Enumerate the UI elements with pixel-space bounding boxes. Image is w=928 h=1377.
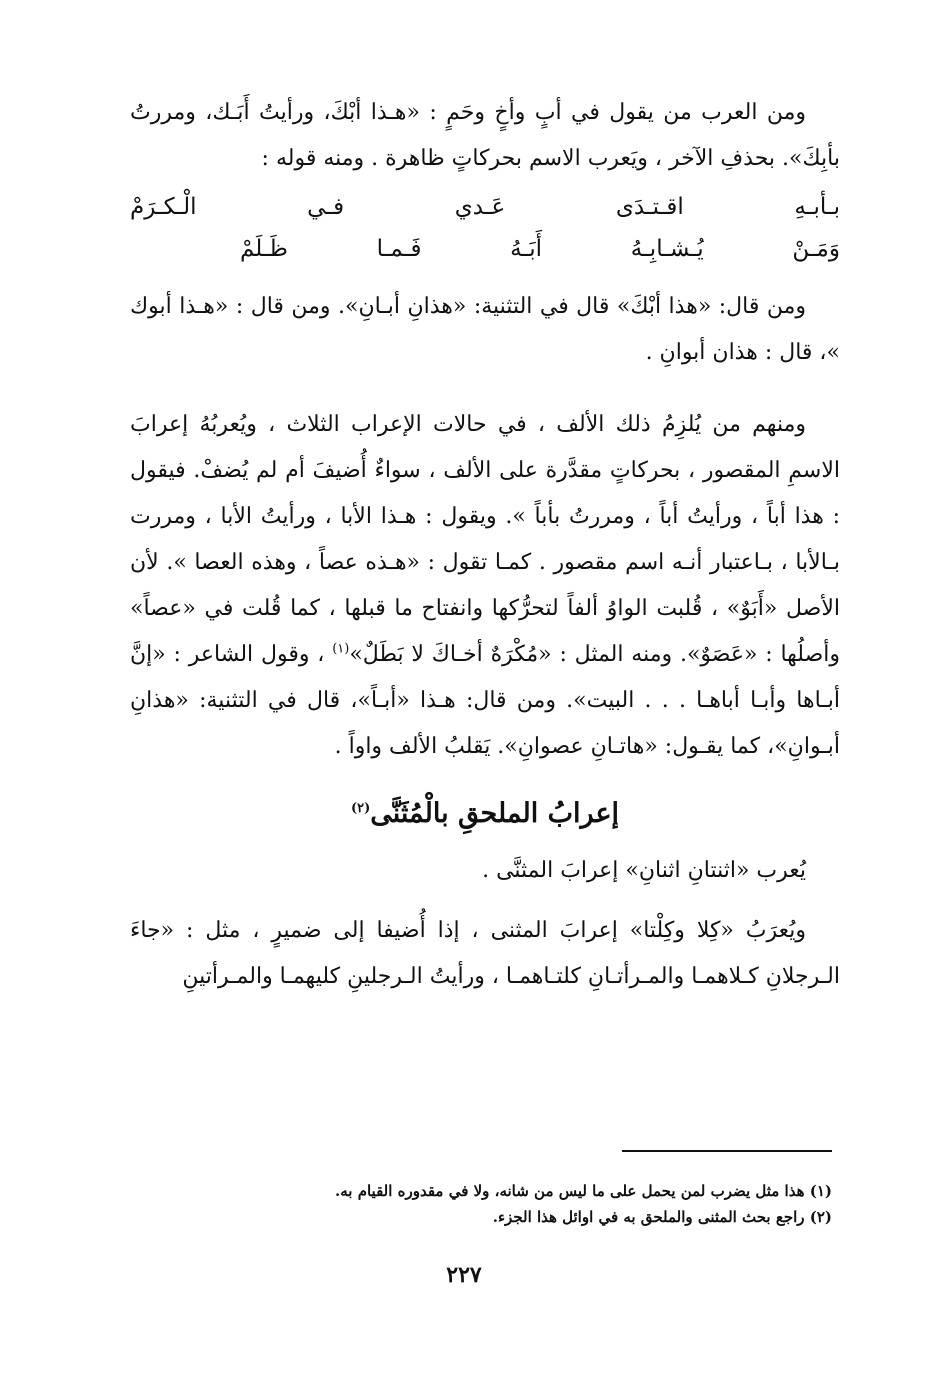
footnote-ref-1: (١) [332, 641, 350, 657]
paragraph-alif-end: ، وقول الشاعر : «إنَّ أبـاها وأبـا أباهـا . . . البيت». ومن قال: هـذا «أبـاً»، قال في التثنية: «هذانِ أبـوانِ»، كما يقـول: «هاتـانِ عصوانِ». يَقلبُ الألف واواً . [130, 642, 840, 759]
footnotes [132, 1178, 832, 1230]
paragraph-abun-akhun: ومن العرب من يقول في أبٍ وأخٍ وحَمٍ : «هـذا أبْكَ، ورأيتُ أَبَـك، ومررتُ بأبِكَ». بحذفِ الآخر ، ويَعرب الاسم بحركاتٍ ظاهرة . ومنه قوله : [130, 100, 840, 171]
page-number: ٢٢٧ [446, 1262, 482, 1288]
poem-word: ظَـلَمْ [240, 236, 288, 262]
poem [130, 186, 840, 270]
poem-word: وَمَـنْ [792, 236, 840, 262]
poem-word: الْـكـرَمْ [130, 194, 197, 220]
poem-word: بـأبـهِ [794, 194, 840, 220]
footnote-divider [622, 1150, 832, 1152]
paragraph-kila: ويُعرَبُ «كِلا وكِلْتا» إعرابَ المثنى ، إذا أُضيفا إلى ضميرٍ ، مثل : «جاءَ الـرجلانِ كـلاهمـا والمـرأتـانِ كلتـاهمـا ، ورأيتُ الـرجلينِ كليهمـا والمـرأتينِ [130, 918, 840, 989]
poem-verse-2 [240, 228, 840, 270]
poem-word: أَبَـهُ [510, 236, 543, 262]
spacer [130, 376, 840, 402]
footnote-ref-2: (٢) [350, 801, 371, 816]
footnote-1: (١) هذا مثل يضرب لمن يحمل على ما ليس من شانه، ولا في مقدوره القيام به. [335, 1182, 832, 1200]
section-title [130, 790, 840, 838]
paragraph-alif-text: ومنهم من يُلزِمُ ذلك الألف ، في حالات الإعراب الثلاث ، ويُعربُهُ إعرابَ الاسمِ المقصور ، بحركاتٍ مقدَّرة على الألف ، سواءٌ أُضيفَ أم لم يُضفْ. فيقول : هذا أباً ، ورأيتُ أباً ، ومررتُ بأباً ». ويقول : هـذا الأبا ، ورأيتُ الأبا ، ومررت بـالأبا ، بـاعتبار أنـه اسم مقصور . كمـا تقول : «هـذه عصاً ، وهذه العصا ». لأن الأصل «أَبَوٌ» ، قُلبت الواوُ ألفاً لتحرُّكها وانفتاح ما قبلها ، كما قُلت في «عصاً» وأصلُها : «عَصَوٌ». ومنه المثل : «مُكْرَهٌ أخـاكَ لا بَطَلٌ» [130, 412, 840, 667]
footnote-2: (٢) راجع بحث المثنى والملحق به في اوائل هذا الجزء. [492, 1208, 832, 1226]
poem-word: اقـتـدَى [615, 194, 684, 220]
poem-word: يُـشـابِـهُ [630, 236, 704, 262]
poem-word: عَـدي [454, 194, 506, 220]
poem-verse-1 [130, 186, 840, 228]
paragraph-ithnan: يُعرب «اثنتانِ اثنانِ» إعرابَ المثنَّى . [482, 858, 806, 883]
section-title-text: إعرابُ الملحقِ بالْمُثَنَّى [370, 798, 620, 829]
poem-word: فَـمـا [376, 236, 422, 262]
paragraph-alif [130, 402, 840, 770]
page-body [130, 90, 840, 1000]
poem-word: فـي [307, 194, 345, 220]
spacer [130, 894, 840, 908]
paragraph-dual: ومن قال: «هذا أبْكَ» قال في التثنية: «هذانِ أبـانِ». ومن قال : «هـذا أبوك »، قال : هذان أبوانِ . [130, 294, 840, 365]
